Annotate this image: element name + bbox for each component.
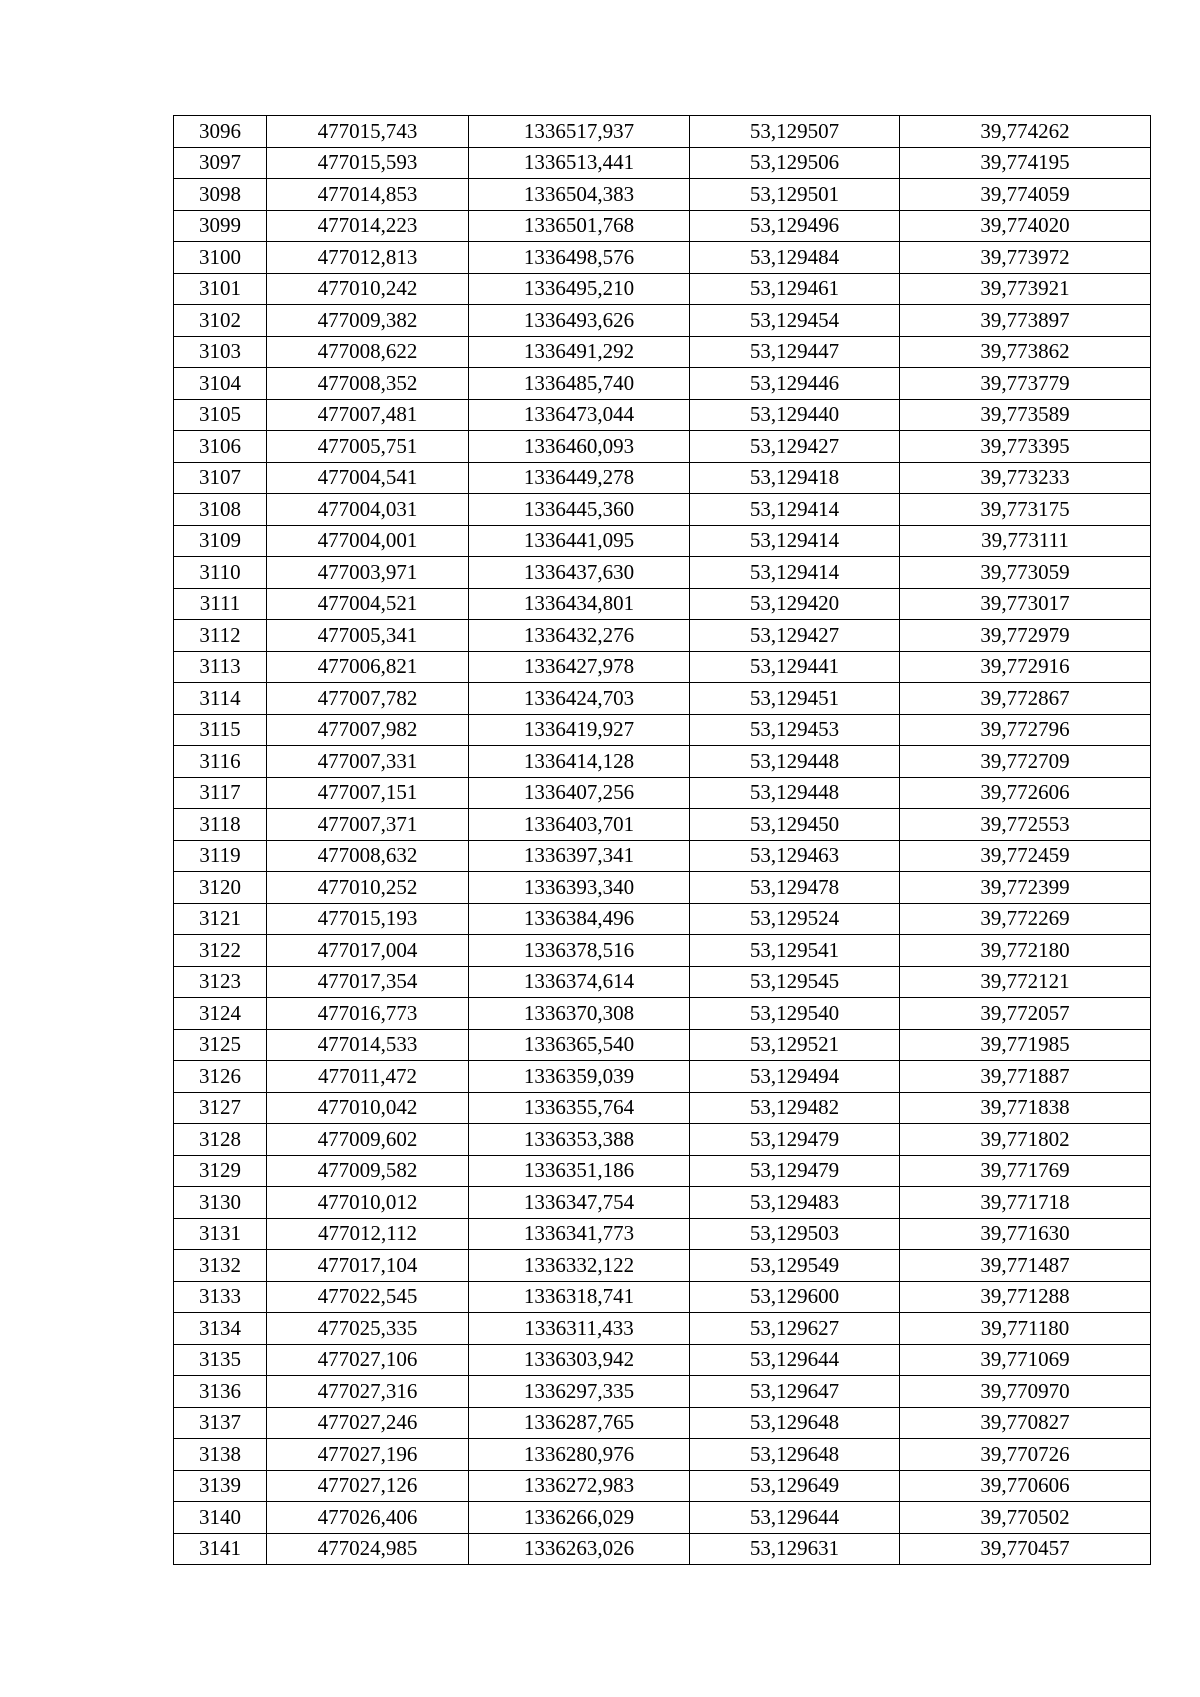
point-number-cell: 3140 <box>174 1502 267 1534</box>
latitude-cell: 53,129448 <box>690 777 900 809</box>
point-number-cell: 3113 <box>174 651 267 683</box>
longitude-cell: 39,771887 <box>900 1061 1151 1093</box>
x-coordinate-cell: 477008,352 <box>267 368 469 400</box>
longitude-cell: 39,771769 <box>900 1155 1151 1187</box>
x-coordinate-cell: 477014,223 <box>267 210 469 242</box>
longitude-cell: 39,771180 <box>900 1313 1151 1345</box>
table-row <box>174 1470 1151 1502</box>
latitude-cell: 53,129441 <box>690 651 900 683</box>
longitude-cell: 39,773017 <box>900 588 1151 620</box>
table-row <box>174 368 1151 400</box>
table-row <box>174 1061 1151 1093</box>
x-coordinate-cell: 477008,622 <box>267 336 469 368</box>
table-row <box>174 494 1151 526</box>
x-coordinate-cell: 477010,012 <box>267 1187 469 1219</box>
point-number-cell: 3110 <box>174 557 267 589</box>
longitude-cell: 39,771288 <box>900 1281 1151 1313</box>
point-number-cell: 3120 <box>174 872 267 904</box>
table-row <box>174 1313 1151 1345</box>
point-number-cell: 3122 <box>174 935 267 967</box>
table-row <box>174 1092 1151 1124</box>
table-row <box>174 1218 1151 1250</box>
x-coordinate-cell: 477014,533 <box>267 1029 469 1061</box>
table-row <box>174 1376 1151 1408</box>
latitude-cell: 53,129644 <box>690 1344 900 1376</box>
x-coordinate-cell: 477017,354 <box>267 966 469 998</box>
x-coordinate-cell: 477007,982 <box>267 714 469 746</box>
x-coordinate-cell: 477007,481 <box>267 399 469 431</box>
x-coordinate-cell: 477015,743 <box>267 116 469 148</box>
latitude-cell: 53,129507 <box>690 116 900 148</box>
latitude-cell: 53,129501 <box>690 179 900 211</box>
table-row <box>174 1281 1151 1313</box>
x-coordinate-cell: 477027,316 <box>267 1376 469 1408</box>
longitude-cell: 39,773589 <box>900 399 1151 431</box>
x-coordinate-cell: 477022,545 <box>267 1281 469 1313</box>
longitude-cell: 39,773897 <box>900 305 1151 337</box>
latitude-cell: 53,129648 <box>690 1439 900 1471</box>
longitude-cell: 39,772180 <box>900 935 1151 967</box>
longitude-cell: 39,774262 <box>900 116 1151 148</box>
point-number-cell: 3134 <box>174 1313 267 1345</box>
table-row <box>174 683 1151 715</box>
latitude-cell: 53,129446 <box>690 368 900 400</box>
table-row <box>174 714 1151 746</box>
latitude-cell: 53,129418 <box>690 462 900 494</box>
longitude-cell: 39,772916 <box>900 651 1151 683</box>
point-number-cell: 3118 <box>174 809 267 841</box>
point-number-cell: 3101 <box>174 273 267 305</box>
point-number-cell: 3138 <box>174 1439 267 1471</box>
point-number-cell: 3131 <box>174 1218 267 1250</box>
x-coordinate-cell: 477014,853 <box>267 179 469 211</box>
longitude-cell: 39,773862 <box>900 336 1151 368</box>
longitude-cell: 39,772553 <box>900 809 1151 841</box>
x-coordinate-cell: 477008,632 <box>267 840 469 872</box>
longitude-cell: 39,774059 <box>900 179 1151 211</box>
longitude-cell: 39,772057 <box>900 998 1151 1030</box>
x-coordinate-cell: 477010,042 <box>267 1092 469 1124</box>
table-row <box>174 840 1151 872</box>
longitude-cell: 39,771802 <box>900 1124 1151 1156</box>
y-coordinate-cell: 1336397,341 <box>469 840 690 872</box>
point-number-cell: 3123 <box>174 966 267 998</box>
x-coordinate-cell: 477017,004 <box>267 935 469 967</box>
latitude-cell: 53,129454 <box>690 305 900 337</box>
y-coordinate-cell: 1336437,630 <box>469 557 690 589</box>
y-coordinate-cell: 1336263,026 <box>469 1533 690 1565</box>
point-number-cell: 3099 <box>174 210 267 242</box>
point-number-cell: 3109 <box>174 525 267 557</box>
table-row <box>174 1407 1151 1439</box>
latitude-cell: 53,129506 <box>690 147 900 179</box>
point-number-cell: 3112 <box>174 620 267 652</box>
x-coordinate-cell: 477015,193 <box>267 903 469 935</box>
longitude-cell: 39,773175 <box>900 494 1151 526</box>
point-number-cell: 3096 <box>174 116 267 148</box>
x-coordinate-cell: 477010,242 <box>267 273 469 305</box>
point-number-cell: 3137 <box>174 1407 267 1439</box>
table-row <box>174 431 1151 463</box>
y-coordinate-cell: 1336432,276 <box>469 620 690 652</box>
x-coordinate-cell: 477027,196 <box>267 1439 469 1471</box>
y-coordinate-cell: 1336341,773 <box>469 1218 690 1250</box>
table-row <box>174 935 1151 967</box>
longitude-cell: 39,771487 <box>900 1250 1151 1282</box>
y-coordinate-cell: 1336501,768 <box>469 210 690 242</box>
longitude-cell: 39,770970 <box>900 1376 1151 1408</box>
y-coordinate-cell: 1336473,044 <box>469 399 690 431</box>
longitude-cell: 39,772796 <box>900 714 1151 746</box>
y-coordinate-cell: 1336384,496 <box>469 903 690 935</box>
x-coordinate-cell: 477027,126 <box>267 1470 469 1502</box>
latitude-cell: 53,129463 <box>690 840 900 872</box>
x-coordinate-cell: 477027,246 <box>267 1407 469 1439</box>
longitude-cell: 39,772979 <box>900 620 1151 652</box>
latitude-cell: 53,129414 <box>690 525 900 557</box>
point-number-cell: 3102 <box>174 305 267 337</box>
latitude-cell: 53,129482 <box>690 1092 900 1124</box>
x-coordinate-cell: 477017,104 <box>267 1250 469 1282</box>
latitude-cell: 53,129644 <box>690 1502 900 1534</box>
x-coordinate-cell: 477007,371 <box>267 809 469 841</box>
latitude-cell: 53,129479 <box>690 1124 900 1156</box>
point-number-cell: 3105 <box>174 399 267 431</box>
y-coordinate-cell: 1336485,740 <box>469 368 690 400</box>
point-number-cell: 3126 <box>174 1061 267 1093</box>
point-number-cell: 3104 <box>174 368 267 400</box>
y-coordinate-cell: 1336460,093 <box>469 431 690 463</box>
x-coordinate-cell: 477015,593 <box>267 147 469 179</box>
coordinates-table-body <box>174 116 1151 1565</box>
x-coordinate-cell: 477003,971 <box>267 557 469 589</box>
y-coordinate-cell: 1336347,754 <box>469 1187 690 1219</box>
x-coordinate-cell: 477011,472 <box>267 1061 469 1093</box>
point-number-cell: 3127 <box>174 1092 267 1124</box>
y-coordinate-cell: 1336287,765 <box>469 1407 690 1439</box>
x-coordinate-cell: 477024,985 <box>267 1533 469 1565</box>
point-number-cell: 3136 <box>174 1376 267 1408</box>
latitude-cell: 53,129420 <box>690 588 900 620</box>
y-coordinate-cell: 1336374,614 <box>469 966 690 998</box>
x-coordinate-cell: 477007,331 <box>267 746 469 778</box>
point-number-cell: 3098 <box>174 179 267 211</box>
y-coordinate-cell: 1336493,626 <box>469 305 690 337</box>
latitude-cell: 53,129545 <box>690 966 900 998</box>
longitude-cell: 39,771985 <box>900 1029 1151 1061</box>
x-coordinate-cell: 477009,602 <box>267 1124 469 1156</box>
x-coordinate-cell: 477004,521 <box>267 588 469 620</box>
y-coordinate-cell: 1336351,186 <box>469 1155 690 1187</box>
y-coordinate-cell: 1336498,576 <box>469 242 690 274</box>
table-row <box>174 336 1151 368</box>
longitude-cell: 39,773059 <box>900 557 1151 589</box>
x-coordinate-cell: 477009,582 <box>267 1155 469 1187</box>
x-coordinate-cell: 477006,821 <box>267 651 469 683</box>
y-coordinate-cell: 1336280,976 <box>469 1439 690 1471</box>
table-row <box>174 462 1151 494</box>
y-coordinate-cell: 1336445,360 <box>469 494 690 526</box>
longitude-cell: 39,770606 <box>900 1470 1151 1502</box>
table-row <box>174 525 1151 557</box>
point-number-cell: 3124 <box>174 998 267 1030</box>
longitude-cell: 39,774195 <box>900 147 1151 179</box>
point-number-cell: 3133 <box>174 1281 267 1313</box>
x-coordinate-cell: 477005,751 <box>267 431 469 463</box>
table-row <box>174 242 1151 274</box>
point-number-cell: 3097 <box>174 147 267 179</box>
point-number-cell: 3116 <box>174 746 267 778</box>
latitude-cell: 53,129414 <box>690 557 900 589</box>
latitude-cell: 53,129479 <box>690 1155 900 1187</box>
table-row <box>174 777 1151 809</box>
longitude-cell: 39,773111 <box>900 525 1151 557</box>
y-coordinate-cell: 1336272,983 <box>469 1470 690 1502</box>
longitude-cell: 39,772269 <box>900 903 1151 935</box>
table-row <box>174 305 1151 337</box>
latitude-cell: 53,129450 <box>690 809 900 841</box>
point-number-cell: 3125 <box>174 1029 267 1061</box>
table-row <box>174 1439 1151 1471</box>
table-row <box>174 588 1151 620</box>
table-row <box>174 273 1151 305</box>
latitude-cell: 53,129447 <box>690 336 900 368</box>
x-coordinate-cell: 477012,813 <box>267 242 469 274</box>
latitude-cell: 53,129648 <box>690 1407 900 1439</box>
latitude-cell: 53,129440 <box>690 399 900 431</box>
point-number-cell: 3106 <box>174 431 267 463</box>
longitude-cell: 39,772606 <box>900 777 1151 809</box>
x-coordinate-cell: 477007,782 <box>267 683 469 715</box>
point-number-cell: 3135 <box>174 1344 267 1376</box>
latitude-cell: 53,129549 <box>690 1250 900 1282</box>
point-number-cell: 3103 <box>174 336 267 368</box>
longitude-cell: 39,770502 <box>900 1502 1151 1534</box>
y-coordinate-cell: 1336495,210 <box>469 273 690 305</box>
x-coordinate-cell: 477007,151 <box>267 777 469 809</box>
longitude-cell: 39,771630 <box>900 1218 1151 1250</box>
x-coordinate-cell: 477010,252 <box>267 872 469 904</box>
latitude-cell: 53,129453 <box>690 714 900 746</box>
point-number-cell: 3100 <box>174 242 267 274</box>
x-coordinate-cell: 477025,335 <box>267 1313 469 1345</box>
y-coordinate-cell: 1336332,122 <box>469 1250 690 1282</box>
y-coordinate-cell: 1336355,764 <box>469 1092 690 1124</box>
table-row <box>174 620 1151 652</box>
table-row <box>174 1124 1151 1156</box>
table-row <box>174 1250 1151 1282</box>
latitude-cell: 53,129427 <box>690 431 900 463</box>
latitude-cell: 53,129451 <box>690 683 900 715</box>
longitude-cell: 39,772709 <box>900 746 1151 778</box>
x-coordinate-cell: 477004,541 <box>267 462 469 494</box>
latitude-cell: 53,129521 <box>690 1029 900 1061</box>
x-coordinate-cell: 477016,773 <box>267 998 469 1030</box>
table-row <box>174 966 1151 998</box>
point-number-cell: 3132 <box>174 1250 267 1282</box>
table-row <box>174 116 1151 148</box>
table-row <box>174 746 1151 778</box>
table-row <box>174 147 1151 179</box>
y-coordinate-cell: 1336424,703 <box>469 683 690 715</box>
longitude-cell: 39,771069 <box>900 1344 1151 1376</box>
longitude-cell: 39,770457 <box>900 1533 1151 1565</box>
y-coordinate-cell: 1336491,292 <box>469 336 690 368</box>
y-coordinate-cell: 1336297,335 <box>469 1376 690 1408</box>
y-coordinate-cell: 1336365,540 <box>469 1029 690 1061</box>
latitude-cell: 53,129600 <box>690 1281 900 1313</box>
x-coordinate-cell: 477004,001 <box>267 525 469 557</box>
y-coordinate-cell: 1336353,388 <box>469 1124 690 1156</box>
y-coordinate-cell: 1336427,978 <box>469 651 690 683</box>
table-row <box>174 1533 1151 1565</box>
longitude-cell: 39,770827 <box>900 1407 1151 1439</box>
x-coordinate-cell: 477012,112 <box>267 1218 469 1250</box>
longitude-cell: 39,774020 <box>900 210 1151 242</box>
latitude-cell: 53,129494 <box>690 1061 900 1093</box>
longitude-cell: 39,772121 <box>900 966 1151 998</box>
longitude-cell: 39,773233 <box>900 462 1151 494</box>
y-coordinate-cell: 1336517,937 <box>469 116 690 148</box>
latitude-cell: 53,129524 <box>690 903 900 935</box>
y-coordinate-cell: 1336311,433 <box>469 1313 690 1345</box>
table-row <box>174 1029 1151 1061</box>
table-row <box>174 210 1151 242</box>
latitude-cell: 53,129427 <box>690 620 900 652</box>
y-coordinate-cell: 1336419,927 <box>469 714 690 746</box>
longitude-cell: 39,771838 <box>900 1092 1151 1124</box>
x-coordinate-cell: 477005,341 <box>267 620 469 652</box>
coordinates-table <box>173 115 1151 1565</box>
point-number-cell: 3107 <box>174 462 267 494</box>
point-number-cell: 3129 <box>174 1155 267 1187</box>
table-row <box>174 809 1151 841</box>
point-number-cell: 3130 <box>174 1187 267 1219</box>
longitude-cell: 39,773395 <box>900 431 1151 463</box>
table-row <box>174 998 1151 1030</box>
longitude-cell: 39,771718 <box>900 1187 1151 1219</box>
y-coordinate-cell: 1336359,039 <box>469 1061 690 1093</box>
point-number-cell: 3115 <box>174 714 267 746</box>
longitude-cell: 39,772459 <box>900 840 1151 872</box>
latitude-cell: 53,129649 <box>690 1470 900 1502</box>
longitude-cell: 39,773779 <box>900 368 1151 400</box>
table-row <box>174 399 1151 431</box>
latitude-cell: 53,129414 <box>690 494 900 526</box>
y-coordinate-cell: 1336449,278 <box>469 462 690 494</box>
x-coordinate-cell: 477009,382 <box>267 305 469 337</box>
longitude-cell: 39,772399 <box>900 872 1151 904</box>
latitude-cell: 53,129631 <box>690 1533 900 1565</box>
y-coordinate-cell: 1336370,308 <box>469 998 690 1030</box>
y-coordinate-cell: 1336441,095 <box>469 525 690 557</box>
point-number-cell: 3121 <box>174 903 267 935</box>
latitude-cell: 53,129483 <box>690 1187 900 1219</box>
table-row <box>174 1344 1151 1376</box>
y-coordinate-cell: 1336266,029 <box>469 1502 690 1534</box>
y-coordinate-cell: 1336434,801 <box>469 588 690 620</box>
table-row <box>174 1187 1151 1219</box>
x-coordinate-cell: 477027,106 <box>267 1344 469 1376</box>
table-row <box>174 903 1151 935</box>
table-row <box>174 179 1151 211</box>
table-row <box>174 557 1151 589</box>
longitude-cell: 39,772867 <box>900 683 1151 715</box>
latitude-cell: 53,129484 <box>690 242 900 274</box>
table-row <box>174 651 1151 683</box>
longitude-cell: 39,773972 <box>900 242 1151 274</box>
longitude-cell: 39,773921 <box>900 273 1151 305</box>
y-coordinate-cell: 1336403,701 <box>469 809 690 841</box>
table-row <box>174 1155 1151 1187</box>
latitude-cell: 53,129503 <box>690 1218 900 1250</box>
point-number-cell: 3111 <box>174 588 267 620</box>
y-coordinate-cell: 1336303,942 <box>469 1344 690 1376</box>
latitude-cell: 53,129627 <box>690 1313 900 1345</box>
latitude-cell: 53,129478 <box>690 872 900 904</box>
y-coordinate-cell: 1336378,516 <box>469 935 690 967</box>
latitude-cell: 53,129647 <box>690 1376 900 1408</box>
point-number-cell: 3128 <box>174 1124 267 1156</box>
y-coordinate-cell: 1336513,441 <box>469 147 690 179</box>
point-number-cell: 3139 <box>174 1470 267 1502</box>
y-coordinate-cell: 1336393,340 <box>469 872 690 904</box>
y-coordinate-cell: 1336504,383 <box>469 179 690 211</box>
point-number-cell: 3141 <box>174 1533 267 1565</box>
latitude-cell: 53,129541 <box>690 935 900 967</box>
longitude-cell: 39,770726 <box>900 1439 1151 1471</box>
y-coordinate-cell: 1336407,256 <box>469 777 690 809</box>
point-number-cell: 3108 <box>174 494 267 526</box>
latitude-cell: 53,129540 <box>690 998 900 1030</box>
point-number-cell: 3119 <box>174 840 267 872</box>
table-row <box>174 872 1151 904</box>
x-coordinate-cell: 477026,406 <box>267 1502 469 1534</box>
table-row <box>174 1502 1151 1534</box>
point-number-cell: 3114 <box>174 683 267 715</box>
latitude-cell: 53,129448 <box>690 746 900 778</box>
point-number-cell: 3117 <box>174 777 267 809</box>
latitude-cell: 53,129461 <box>690 273 900 305</box>
latitude-cell: 53,129496 <box>690 210 900 242</box>
x-coordinate-cell: 477004,031 <box>267 494 469 526</box>
y-coordinate-cell: 1336318,741 <box>469 1281 690 1313</box>
y-coordinate-cell: 1336414,128 <box>469 746 690 778</box>
